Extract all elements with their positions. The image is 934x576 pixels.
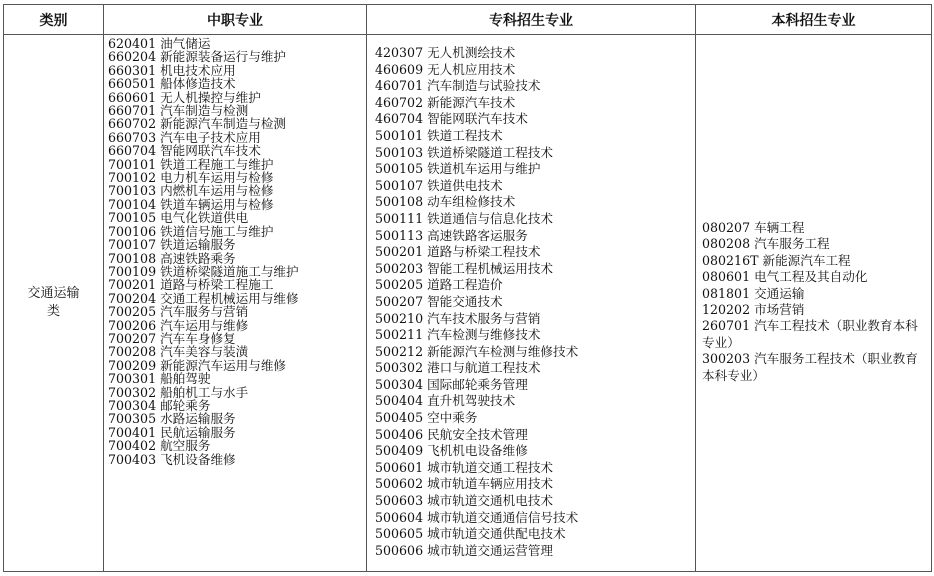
list-item: 500602 城市轨道车辆应用技术 [375, 476, 554, 492]
list-item: 500103 铁道桥梁隧道工程技术 [375, 144, 554, 160]
list-item: 660601 无人机操控与维护 [108, 89, 261, 105]
list-item: 660702 新能源汽车制造与检测 [108, 116, 287, 132]
list-item: 500406 民航安全技术管理 [375, 426, 528, 442]
list-item: 700207 汽车车身修复 [108, 330, 236, 346]
list-item: 700301 船舶驾驶 [108, 371, 211, 387]
list-item: 700106 铁道信号施工与维护 [108, 223, 274, 239]
list-item: 700209 新能源汽车运用与维修 [108, 357, 287, 373]
list-item: 500205 道路工程造价 [375, 277, 503, 293]
list-item: 660701 汽车制造与检测 [108, 103, 249, 119]
undergrad-majors-cell [696, 35, 932, 572]
list-item: 700101 铁道工程施工与维护 [108, 156, 274, 172]
list-item: 500404 直升机驾驶技术 [375, 393, 516, 409]
list-item: 700403 飞机设备维修 [108, 451, 236, 467]
category-cell [4, 35, 104, 572]
list-item: 500606 城市轨道交通运营管理 [375, 542, 554, 558]
list-item: 700201 道路与桥梁工程施工 [108, 277, 274, 293]
list-item: 700206 汽车运用与维修 [108, 317, 249, 333]
list-item: 500101 铁道工程技术 [375, 127, 503, 143]
header-college-majors: 专科招生专业 [367, 5, 696, 35]
list-item: 700402 航空服务 [108, 438, 211, 454]
list-item: 500601 城市轨道交通工程技术 [375, 459, 554, 475]
list-item: 700104 铁道车辆运用与检修 [108, 196, 274, 212]
list-item: 500210 汽车技术服务与营销 [375, 310, 541, 326]
list-item: 500605 城市轨道交通供配电技术 [375, 526, 566, 542]
list-item: 500409 飞机机电设备维修 [375, 443, 528, 459]
list-item: 500207 智能交通技术 [375, 293, 503, 309]
list-item: 700102 电力机车运用与检修 [108, 170, 274, 186]
list-item: 500211 汽车检测与维修技术 [375, 327, 541, 343]
list-item: 500201 道路与桥梁工程技术 [375, 244, 541, 260]
secondary-majors-cell [104, 35, 367, 572]
list-item: 700108 高速铁路乘务 [108, 250, 236, 266]
header-secondary-majors: 中职专业 [104, 5, 367, 35]
header-row [4, 5, 932, 35]
list-item: 500108 动车组检修技术 [375, 194, 516, 210]
list-item: 080601 电气工程及其自动化 [702, 269, 868, 285]
list-item: 460609 无人机应用技术 [375, 61, 516, 77]
list-item: 700109 铁道桥梁隧道施工与维护 [108, 263, 299, 279]
undergrad-majors-list [696, 35, 931, 384]
list-item: 620401 油气储运 [108, 36, 211, 51]
list-item: 700302 船舶机工与水手 [108, 384, 249, 400]
header-category: 类别 [4, 5, 104, 35]
category-label: 交通运输类 [27, 286, 80, 319]
list-item: 700103 内燃机车运用与检修 [108, 183, 274, 199]
list-item: 700205 汽车服务与营销 [108, 304, 249, 320]
list-item: 500107 铁道供电技术 [375, 177, 503, 193]
list-item: 080207 车辆工程 [702, 220, 805, 235]
list-item: 700107 铁道运输服务 [108, 237, 236, 253]
list-item: 300203 汽车服务工程技术（职业教育本科专业） [702, 351, 918, 383]
data-row [4, 35, 932, 572]
college-majors-list [367, 35, 695, 559]
list-item: 500212 新能源汽车检测与维修技术 [375, 343, 579, 359]
list-item: 500105 铁道机车运用与维护 [375, 161, 541, 177]
secondary-majors-list [104, 35, 366, 466]
list-item: 500111 铁道通信与信息化技术 [375, 210, 554, 226]
list-item: 081801 交通运输 [702, 285, 805, 301]
list-item: 500405 空中乘务 [375, 410, 478, 426]
list-item: 080216T 新能源汽车工程 [702, 252, 851, 268]
list-item: 700401 民航运输服务 [108, 424, 236, 440]
list-item: 700204 交通工程机械运用与维修 [108, 290, 299, 306]
header-undergrad-majors: 本科招生专业 [696, 5, 932, 35]
list-item: 500302 港口与航道工程技术 [375, 360, 541, 376]
list-item: 660301 机电技术应用 [108, 62, 236, 78]
list-item: 700305 水路运输服务 [108, 411, 236, 427]
list-item: 660704 智能网联汽车技术 [108, 143, 261, 159]
list-item: 500304 国际邮轮乘务管理 [375, 376, 528, 392]
list-item: 660501 船体修造技术 [108, 76, 236, 92]
list-item: 500113 高速铁路客运服务 [375, 227, 528, 243]
list-item: 460701 汽车制造与试验技术 [375, 78, 541, 94]
list-item: 080208 汽车服务工程 [702, 236, 830, 252]
list-item: 460704 智能网联汽车技术 [375, 111, 528, 127]
list-item: 260701 汽车工程技术（职业教育本科专业） [702, 318, 918, 350]
major-table [3, 4, 932, 572]
list-item: 500603 城市轨道交通机电技术 [375, 493, 554, 509]
list-item: 500604 城市轨道交通通信信号技术 [375, 509, 579, 525]
list-item: 500203 智能工程机械运用技术 [375, 260, 554, 276]
list-item: 420307 无人机测绘技术 [375, 45, 516, 60]
list-item: 660703 汽车电子技术应用 [108, 129, 261, 145]
list-item: 660204 新能源装备运行与维护 [108, 49, 287, 65]
list-item: 700304 邮轮乘务 [108, 397, 211, 413]
list-item: 460702 新能源汽车技术 [375, 94, 516, 110]
list-item: 700208 汽车美容与装潢 [108, 344, 249, 360]
college-majors-cell [367, 35, 696, 572]
list-item: 700105 电气化铁道供电 [108, 210, 249, 226]
list-item: 120202 市场营销 [702, 302, 805, 318]
